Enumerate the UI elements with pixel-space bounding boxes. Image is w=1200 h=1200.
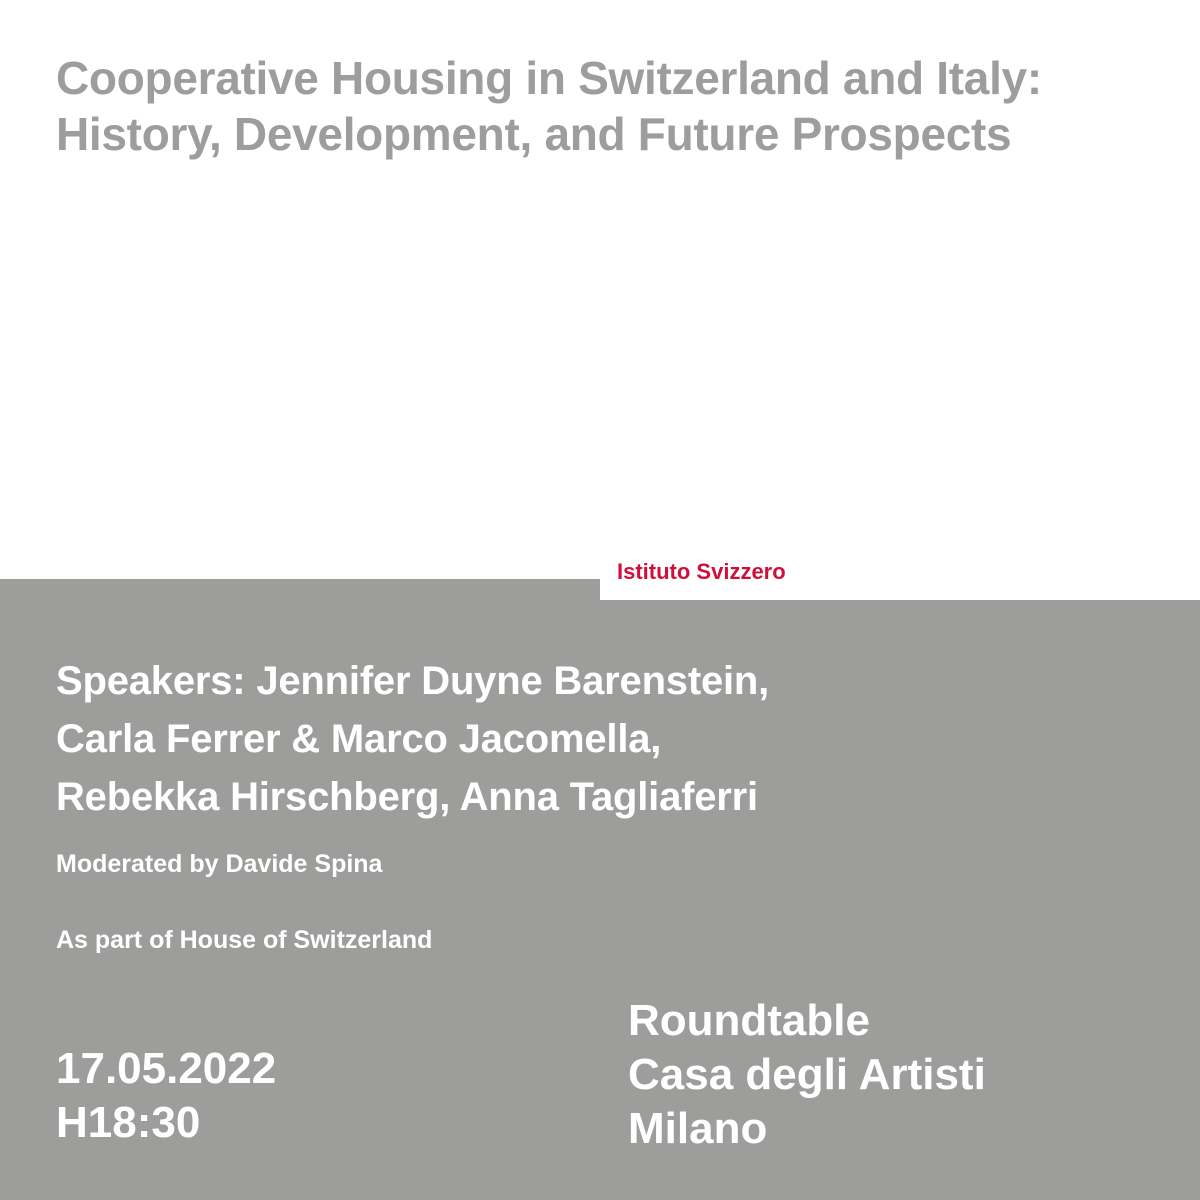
moderator-text: Moderated by Davide Spina <box>56 850 383 878</box>
speakers-line-2: Carla Ferrer & Marco Jacomella, <box>56 717 662 761</box>
speakers-line-1: Speakers: Jennifer Duyne Barenstein, <box>56 659 770 703</box>
speakers-list <box>56 652 1156 826</box>
event-venue <box>628 994 986 1156</box>
house-of-switzerland-text: As part of House of Switzerland <box>56 926 433 954</box>
venue-city: Milano <box>628 1104 768 1153</box>
speakers-line-3: Rebekka Hirschberg, Anna Tagliaferri <box>56 775 758 819</box>
event-date: 17.05.2022 <box>56 1044 277 1093</box>
event-title <box>56 50 1176 162</box>
venue-place: Casa degli Artisti <box>628 1050 986 1099</box>
event-title-line-2: History, Development, and Future Prospects <box>56 108 1012 160</box>
event-time: H18:30 <box>56 1098 201 1147</box>
event-title-line-1: Cooperative Housing in Switzerland and Italy: <box>56 52 1042 104</box>
event-type: Roundtable <box>628 996 870 1045</box>
istituto-svizzero-logo: Istituto Svizzero <box>617 559 786 584</box>
event-datetime <box>56 1042 276 1150</box>
